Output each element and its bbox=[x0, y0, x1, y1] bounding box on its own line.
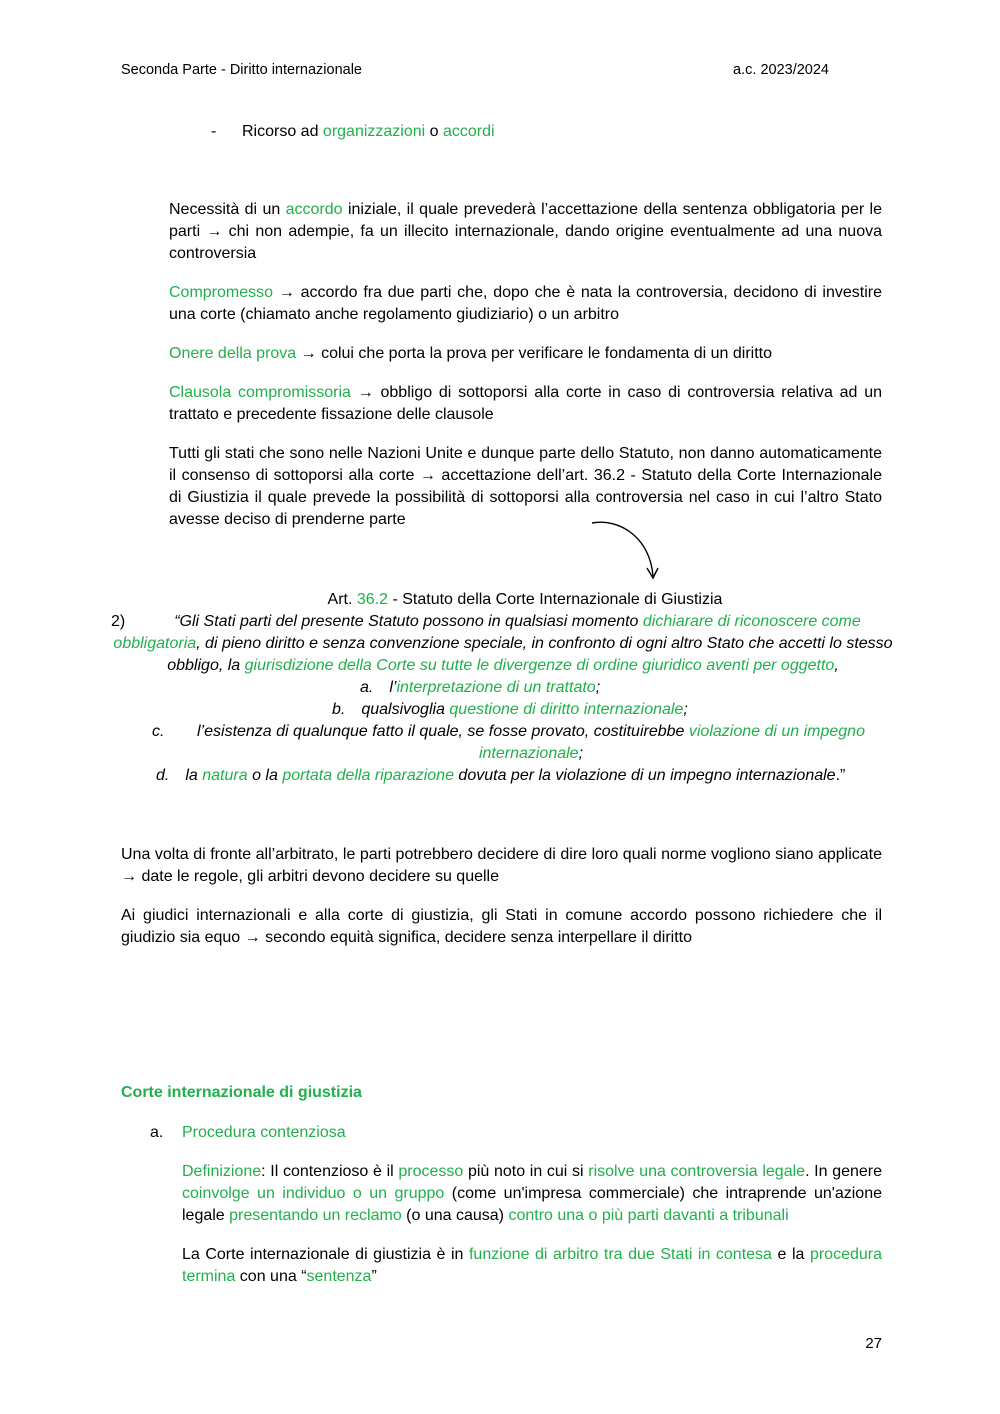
paragraph-onere bbox=[169, 343, 882, 365]
text: Tutti gli stati che sono nelle Nazioni Unite e dunque parte dello Statuto, non danno automaticamente il consenso di sottoporsi alla corte → accettazione dell’art. 36.2 - Statuto della Corte Internazionale di Giustizia il quale prevede la possibilità di sottoporsi alla controversia nel caso in cui l’altro Stato avesse deciso di prenderne parte bbox=[169, 445, 882, 528]
bullet-item bbox=[242, 121, 495, 143]
text: con una “ bbox=[235, 1268, 307, 1285]
item-label: d. bbox=[156, 767, 170, 784]
text: . In genere bbox=[805, 1163, 883, 1180]
list-item-c-label: c. bbox=[152, 723, 165, 740]
list-item-a bbox=[360, 677, 600, 699]
highlight: risolve una controversia legale bbox=[588, 1163, 806, 1180]
highlight: questione di diritto internazionale bbox=[449, 701, 684, 718]
highlight: dichiarare di riconoscere come obbligatoria bbox=[113, 613, 861, 652]
subsection-label: a. bbox=[150, 1124, 164, 1141]
text: La Corte internazionale di giustizia è in bbox=[182, 1246, 469, 1263]
text: la bbox=[185, 767, 203, 784]
article-title bbox=[0, 589, 1000, 611]
paragraph-stati bbox=[169, 443, 882, 531]
paragraph-equita: Ai giudici internazionali e alla corte di giustizia, gli Stati in comune accordo possono richiedere che il giudizio sia equo → secondo equità significa, decidere senza interpellare il diritto bbox=[121, 907, 882, 946]
text: qualsivoglia bbox=[361, 701, 450, 718]
paragraph-corte bbox=[182, 1244, 882, 1288]
bullet-highlight: organizzazioni bbox=[322, 123, 426, 140]
text: l’esistenza di qualunque fatto il quale, se fosse provato, costituirebbe bbox=[197, 723, 689, 740]
highlight: interpretazione di un trattato bbox=[396, 679, 596, 696]
highlight: coinvolge un individuo o un gruppo bbox=[182, 1185, 445, 1202]
highlight: sentenza bbox=[306, 1268, 372, 1285]
text: Art. bbox=[327, 591, 357, 608]
text: , bbox=[834, 657, 839, 674]
bullet-dash: - bbox=[211, 123, 217, 140]
text: (come un'impresa commerciale) che intraprende un'azione legale bbox=[182, 1185, 883, 1224]
paragraph-compromesso bbox=[169, 282, 882, 326]
highlight: accordo bbox=[285, 201, 343, 218]
highlight: contro una o più parti davanti a tribunali bbox=[508, 1207, 789, 1224]
paragraph-clausola bbox=[169, 382, 882, 426]
highlight: portata della riparazione bbox=[282, 767, 454, 784]
text: ” bbox=[371, 1268, 377, 1285]
curved-arrow-icon bbox=[590, 518, 670, 590]
item-label: a. bbox=[360, 679, 374, 696]
text: , di pieno diritto e senza convenzione speciale, in confronto di ogni altro Stato che accetti lo stesso obbligo, la bbox=[167, 635, 893, 674]
paragraph-arbitrato: Una volta di fronte all’arbitrato, le parti potrebbero decidere di dire loro quali norme vogliono siano applicate → date le regole, gli arbitri devono decidere su quelle bbox=[121, 846, 882, 885]
text: (o una causa) bbox=[401, 1207, 509, 1224]
bullet-text: Ricorso ad bbox=[242, 123, 323, 140]
text: - Statuto della Corte Internazionale di Giustizia bbox=[388, 591, 723, 608]
article-number: 36.2 bbox=[356, 591, 389, 608]
text: “Gli Stati parti del presente Statuto possono in qualsiasi momento bbox=[174, 613, 643, 630]
highlight: Clausola compromissoria bbox=[169, 384, 351, 401]
text: iniziale, il quale prevederà l’accettazione della sentenza obbligatoria per le parti → chi non adempie, fa un illecito internazionale, dando origine eventualmente ad una nuova controversia bbox=[169, 201, 882, 262]
text: → accordo fra due parti che, dopo che è nata la controversia, decidono di investire una corte (chiamato anche regolamento giudiziario) o un arbitro bbox=[169, 284, 882, 323]
highlight: Compromesso bbox=[169, 284, 274, 301]
highlight: giurisdizione della Corte su tutte le divergenze di ordine giuridico aventi per oggetto bbox=[244, 657, 835, 674]
text: ; bbox=[578, 745, 584, 762]
text: dovuta per la violazione di un impegno internazionale bbox=[453, 767, 836, 784]
page-number: 27 bbox=[865, 1335, 882, 1352]
header-right: a.c. 2023/2024 bbox=[733, 62, 829, 78]
highlight: presentando un reclamo bbox=[229, 1207, 402, 1224]
list-item-b bbox=[332, 699, 688, 721]
text: → obbligo di sottoporsi alla corte in caso di controversia relativa ad un trattato e precedente fissazione delle clausole bbox=[169, 384, 882, 423]
text: o la bbox=[247, 767, 283, 784]
paragraph-accordo bbox=[169, 199, 882, 265]
section-title: Corte internazionale di giustizia bbox=[121, 1084, 362, 1101]
text: l’ bbox=[389, 679, 397, 696]
paragraph-definizione bbox=[182, 1161, 882, 1227]
header-left: Seconda Parte - Diritto internazionale bbox=[121, 62, 362, 78]
article-quote bbox=[112, 611, 894, 677]
subsection-title: Procedura contenziosa bbox=[182, 1124, 346, 1141]
text: : Il contenzioso è il bbox=[261, 1163, 399, 1180]
highlight: Definizione bbox=[182, 1163, 262, 1180]
text: e la bbox=[771, 1246, 810, 1263]
highlight: processo bbox=[398, 1163, 464, 1180]
bullet-highlight: accordi bbox=[443, 123, 495, 140]
text: ; bbox=[683, 701, 688, 718]
text: ; bbox=[595, 679, 601, 696]
highlight: procedura termina bbox=[182, 1246, 882, 1285]
text: .” bbox=[835, 767, 846, 784]
highlight: violazione di un impegno internazionale bbox=[478, 723, 865, 762]
bullet-text: o bbox=[425, 123, 443, 140]
list-item-d bbox=[156, 765, 845, 787]
highlight: funzione di arbitro tra due Stati in contesa bbox=[468, 1246, 772, 1263]
list-item-c bbox=[168, 721, 894, 765]
highlight: Onere della prova bbox=[169, 345, 297, 362]
text: più noto in cui si bbox=[463, 1163, 589, 1180]
highlight: natura bbox=[202, 767, 248, 784]
item-label: b. bbox=[332, 701, 346, 718]
text: Necessità di un bbox=[169, 201, 286, 218]
text: → colui che porta la prova per verificare le fondamenta di un diritto bbox=[296, 345, 772, 362]
quote-number: 2) bbox=[111, 613, 126, 630]
